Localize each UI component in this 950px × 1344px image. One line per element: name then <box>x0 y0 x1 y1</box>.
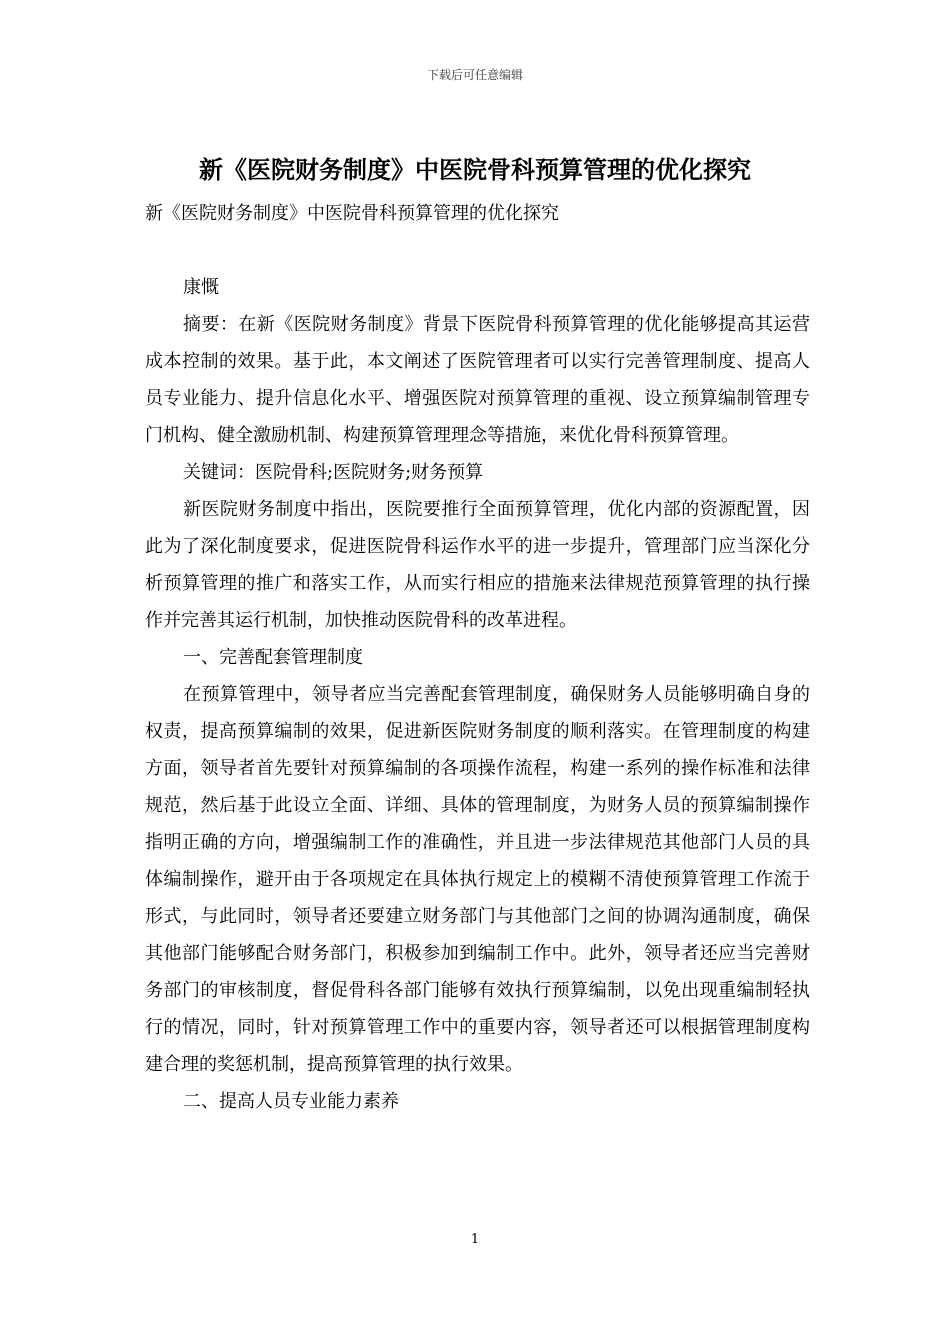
document-body <box>145 195 810 1120</box>
section-2-heading: 二、提高人员专业能力素养 <box>183 1091 399 1112</box>
keywords-line: 关键词：医院骨科;医院财务;财务预算 <box>183 462 484 483</box>
section-1-paragraph: 在预算管理中，领导者应当完善配套管理制度，确保财务人员能够明确自身的权责，提高预算编制的效果，促进新医院财务制度的顺利落实。在管理制度的构建方面，领导者首先要针对预算编制的各项操作流程，构建一系列的操作标准和法律规范，然后基于此设立全面、详细、具体的管理制度，为财务人员的预算编制操作指明正确的方向，增强编制工作的准确性，并且进一步法律规范其他部门人员的具体编制操作，避开由于各项规定在具体执行规定上的模糊不清使预算管理工作流于形式，与此同时，领导者还要建立财务部门与其他部门之间的协调沟通制度，确保其他部门能够配合财务部门，积极参加到编制工作中。此外，领导者还应当完善财务部门的审核制度，督促骨科各部门能够有效执行预算编制，以免出现重编制轻执行的情况，同时，针对预算管理工作中的重要内容，领导者还可以根据管理制度构建合理的奖惩机制，提高预算管理的执行效果。 <box>145 684 810 1075</box>
document-title: 新《医院财务制度》中医院骨科预算管理的优化探究 <box>199 155 751 184</box>
section-1-heading: 一、完善配套管理制度 <box>183 647 363 668</box>
author-name: 康慨 <box>183 277 219 298</box>
abstract-paragraph: 摘要：在新《医院财务制度》背景下医院骨科预算管理的优化能够提高其运营成本控制的效果。基于此，本文阐述了医院管理者可以实行完善管理制度、提高人员专业能力、提升信息化水平、增强医院对预算管理的重视、设立预算编制管理专门机构、健全激励机制、构建预算管理理念等措施，来优化骨科预算管理。 <box>145 314 810 446</box>
page-number: 1 <box>470 1232 480 1247</box>
blank-line <box>145 232 810 269</box>
intro-paragraph: 新医院财务制度中指出，医院要推行全面预算管理，优化内部的资源配置，因此为了深化制度要求，促进医院骨科运作水平的进一步提升，管理部门应当深化分析预算管理的推广和落实工作，从而实行相应的措施来法律规范预算管理的执行操作并完善其运行机制，加快推动医院骨科的改革进程。 <box>145 499 810 631</box>
page-header: 下载后可任意编辑 <box>426 68 523 82</box>
document-subtitle: 新《医院财务制度》中医院骨科预算管理的优化探究 <box>145 203 559 224</box>
